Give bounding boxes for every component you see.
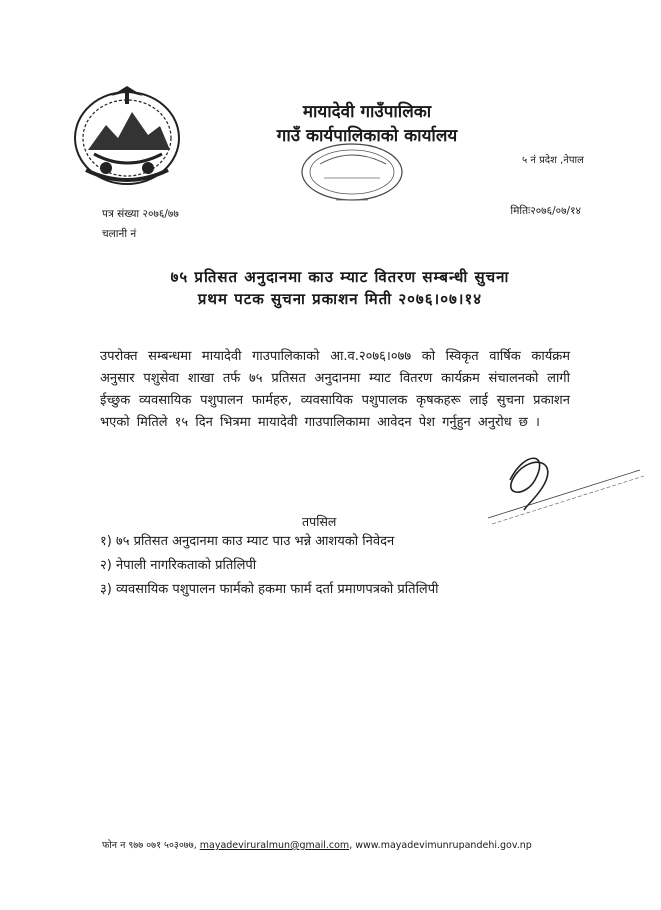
nepal-emblem-icon: [66, 80, 188, 190]
reference-block: [102, 204, 179, 244]
list-item: ३) व्यवसायिक पशुपालन फार्मको हकमा फार्म दर्ता प्रमाणपत्रको प्रतिलिपी: [100, 582, 439, 597]
office-name-line1: मायादेवी गाउँपालिका: [302, 102, 432, 122]
notice-title: ७५ प्रतिसत अनुदानमा काउ म्याट वितरण सम्बन्धी सुचना: [170, 268, 510, 286]
phone-number: फोन न ९७७ ०७१ ५०३०७७,: [102, 840, 197, 851]
notice-publish-date: प्रथम पटक सुचना प्रकाशन मिती २०७६।०७।१४: [197, 290, 483, 308]
office-stamp-icon: [296, 138, 416, 216]
enclosures-list: [100, 530, 439, 602]
province-label: ५ नं प्रदेश ,नेपाल: [522, 155, 584, 166]
letter-number: पत्र संख्या २०७६/७७: [102, 208, 179, 220]
letter-date: मितिः२०७६/०७/१४: [510, 205, 581, 217]
website-link[interactable]: , www.mayadevimunrupandehi.gov.np: [349, 840, 532, 851]
email-link[interactable]: mayadeviruralmun@gmail.com: [199, 840, 350, 851]
notice-body: उपरोक्त सम्बन्धमा मायादेवी गाउपालिकाको आ.व.२०७६।०७७ को स्विकृत वार्षिक कार्यक्रम अनुसार पशुसेवा शाखा तर्फ ७५ प्रतिसत अनुदानमा म्याट वितरण कार्यक्रम संचालनको लागी ईच्छुक व्यवसायिक पशुपालन फार्महरु, व्यवसायिक पशुपालक कृषकहरू लाई सुचना प्रकाशन भएको मितिले १५ दिन भित्रमा मायादेवी गाउपालिकामा आवेदन पेश गर्नुहुन अनुरोध छ ।: [100, 349, 570, 430]
signature-icon: [480, 440, 650, 530]
notice-heading: [100, 266, 580, 310]
office-name-line2: गाउँ कार्यपालिकाको कार्यालय: [276, 126, 458, 146]
contact-footer: [102, 838, 532, 851]
dispatch-number: चलानी नं: [102, 228, 137, 240]
list-item: २) नेपाली नागरिकताको प्रतिलिपी: [100, 558, 257, 573]
enclosures-title: तपसिल: [302, 514, 337, 529]
list-item: १) ७५ प्रतिसत अनुदानमा काउ म्याट पाउ भन्ने आशयको निवेदन: [100, 534, 395, 549]
